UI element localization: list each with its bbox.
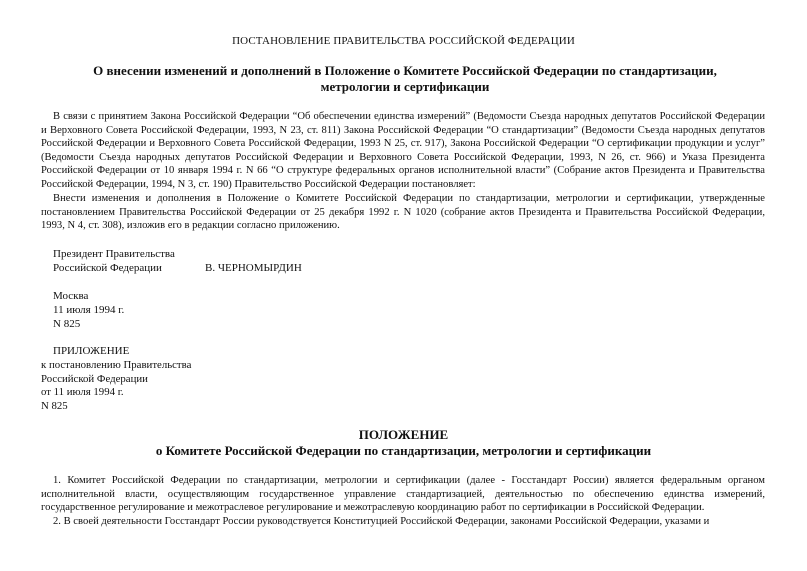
signature-organization: Российской Федерации — [53, 262, 162, 274]
resolution-paragraph: Внести изменения и дополнения в Положение о Комитете Российской Федерации по стандартизации, метрологии и сертификации, утвержденные постановлением Правительства Российской Федерации от 25 декабря 1992 г. N 1020 (собрание актов Президента и Правительства Российской Федерации, 1993, N 4, ст. 308), изложив его в редакции согласно приложению. — [41, 193, 765, 232]
signing-place: Москва — [53, 290, 89, 302]
appendix-line: Российской Федерации — [41, 373, 148, 385]
preamble-paragraph: В связи с принятием Закона Российской Федерации “Об обеспечении единства измерений” (Ведомости Съезда народных депутатов Российской Федерации и Верховного Совета Российской Федерации, 1993, N 23, ст. 811) Закона Российской Федерации “О стандартизации” (Ведомости Съезда народных депутатов Российской Федерации и Верховного Совета Российской Федерации, 1993 N 25, ст. 917), Закона Российской Федерации “О сертификации продукции и услуг” (Ведомости Съезда народных депутатов Российской Федерации и Верховного Совета Российской Федерации, 1993, N 26, ст. 966) и Указа Президента Российской Федерации от 10 января 1994 г. N 66 “О структуре федеральных органов исполнительной власти” (Собрание актов Президента и Правительства Российской Федерации, 1994, N 3, ст. 190) Правительство Российской Федерации постановляет: — [41, 111, 765, 190]
signing-date: 11 июля 1994 г. — [53, 304, 125, 316]
signature-position: Президент Правительства — [53, 248, 175, 260]
appendix-line: к постановлению Правительства — [41, 359, 192, 371]
appendix-line: N 825 — [41, 400, 68, 412]
signature-line — [53, 262, 353, 276]
appendix-line: от 11 июля 1994 г. — [41, 386, 124, 398]
appendix-title: ПРИЛОЖЕНИЕ — [53, 345, 130, 357]
document-number: N 825 — [53, 318, 81, 330]
signatory-name: В. ЧЕРНОМЫРДИН — [205, 262, 302, 274]
regulation-title: ПОЛОЖЕНИЕ — [358, 427, 449, 442]
document-heading: О внесении изменений и дополнений в Положение о Комитете Российской Федерации по стандартизации, метрологии и сертификации — [93, 63, 717, 94]
regulation-clause: 1. Комитет Российской Федерации по стандартизации, метрологии и сертификации (далее - Госстандарт России) является федеральным органом исполнительной власти, осуществляющим государственное управление стандартизацией, деятельностью по обеспечению единства измерений, государственное регулирование и межотраслевое регулирование и межотраслевую координацию работ по сертификации в Российской Федерации. — [41, 475, 765, 514]
regulation-subtitle: о Комитете Российской Федерации по стандартизации, метрологии и сертификации — [155, 443, 652, 458]
document-type-title: ПОСТАНОВЛЕНИЕ ПРАВИТЕЛЬСТВА РОССИЙСКОЙ ФЕДЕРАЦИИ — [232, 35, 575, 47]
regulation-clause: 2. В своей деятельности Госстандарт России руководствуется Конституцией Российской Федерации, законами Российской Федерации, указами и — [53, 516, 710, 527]
